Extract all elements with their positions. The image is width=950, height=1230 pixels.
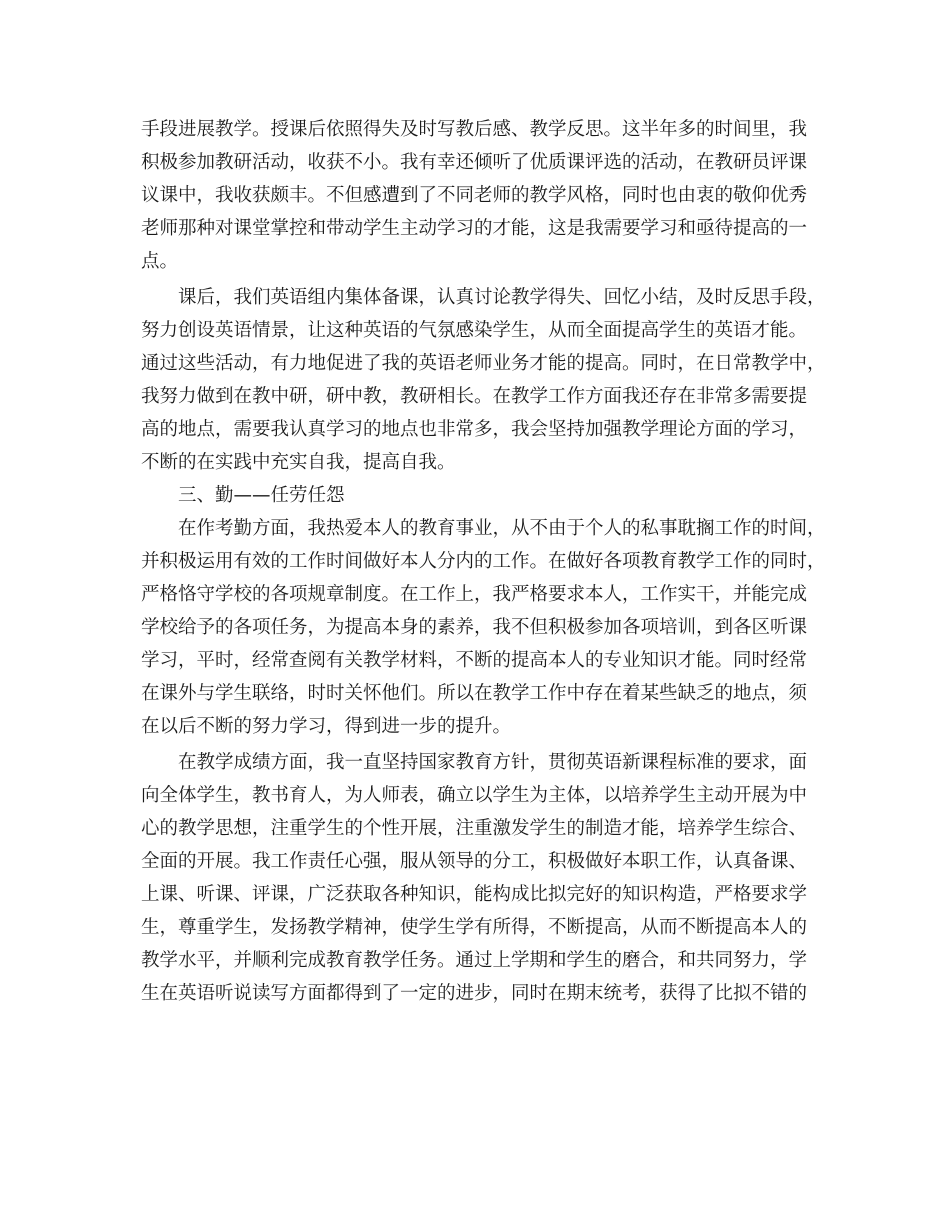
text-line: 在以后不断的努力学习，得到进一步的提升。	[141, 716, 512, 737]
text-line: 在教学成绩方面，我一直坚持国家教育方针，贯彻英语新课程标准的要求，面	[178, 752, 808, 773]
text-line: 手段进展教学。授课后依照得失及时写教后感、教学反思。这半年多的时间里，我	[141, 119, 808, 140]
text-line: 并积极运用有效的工作时间做好本人分内的工作。在做好各项教育教学工作的同时，	[141, 551, 826, 572]
text-line: 学校给予的各项任务，为提高本身的素养，我不但积极参加各项培训，到各区听课	[141, 617, 808, 638]
text-line: 积极参加教研活动，收获不小。我有幸还倾听了优质课评选的活动，在教研员评课	[141, 152, 808, 173]
text-line: 在课外与学生联络，时时关怀他们。所以在教学工作中存在着某些缺乏的地点，须	[141, 683, 808, 704]
text-line: 点。	[141, 251, 179, 272]
text-line: 通过这些活动，有力地促进了我的英语老师业务才能的提高。同时，在日常教学中，	[141, 353, 826, 374]
text-line: 我努力做到在教中研，研中教，教研相长。在教学工作方面我还存在非常多需要提	[141, 386, 808, 407]
paragraph	[141, 512, 826, 743]
section-heading	[141, 479, 821, 512]
paragraph	[141, 113, 821, 278]
text-line: 教学水平，并顺利完成教育教学任务。通过上学期和学生的磨合，和共同努力，学	[141, 950, 808, 971]
text-line: 努力创设英语情景，让这种英语的气氛感染学生，从而全面提高学生的英语才能。	[141, 320, 808, 341]
text-line: 严格恪守学校的各项规章制度。在工作上，我严格要求本人，工作实干，并能完成	[141, 584, 808, 605]
text-line: 学习，平时，经常查阅有关教学材料，不断的提高本人的专业知识才能。同时经常	[141, 650, 808, 671]
paragraph	[141, 281, 826, 479]
text-line: 不断的在实践中充实自我，提高自我。	[141, 452, 456, 473]
document-body	[141, 113, 826, 1010]
text-line: 在作考勤方面，我热爱本人的教育事业，从不由于个人的私事耽搁工作的时间，	[178, 518, 826, 539]
text-line: 议课中，我收获颇丰。不但感遭到了不同老师的教学风格，同时也由衷的敬仰优秀	[141, 185, 808, 206]
text-line: 生，尊重学生，发扬教学精神，使学生学有所得，不断提高，从而不断提高本人的	[141, 917, 808, 938]
text-line: 高的地点，需要我认真学习的地点也非常多，我会坚持加强教学理论方面的学习，	[141, 419, 808, 440]
text-line: 老师那种对课堂掌控和带动学生主动学习的才能，这是我需要学习和亟待提高的一	[141, 218, 808, 239]
text-line: 心的教学思想，注重学生的个性开展，注重激发学生的制造才能，培养学生综合、	[141, 818, 808, 839]
text-line: 向全体学生，教书育人，为人师表，确立以学生为主体，以培养学生主动开展为中	[141, 785, 808, 806]
text-line: 上课、听课、评课，广泛获取各种知识，能构成比拟完好的知识构造，严格要求学	[141, 884, 808, 905]
section-heading-text: 三、勤——任劳任怨	[178, 485, 345, 506]
text-line: 课后，我们英语组内集体备课，认真讨论教学得失、回忆小结，及时反思手段，	[178, 287, 826, 308]
text-line: 全面的开展。我工作责任心强，服从领导的分工，积极做好本职工作，认真备课、	[141, 851, 808, 872]
paragraph	[141, 746, 821, 1010]
text-line: 生在英语听说读写方面都得到了一定的进步，同时在期末统考，获得了比拟不错的	[141, 983, 808, 1004]
